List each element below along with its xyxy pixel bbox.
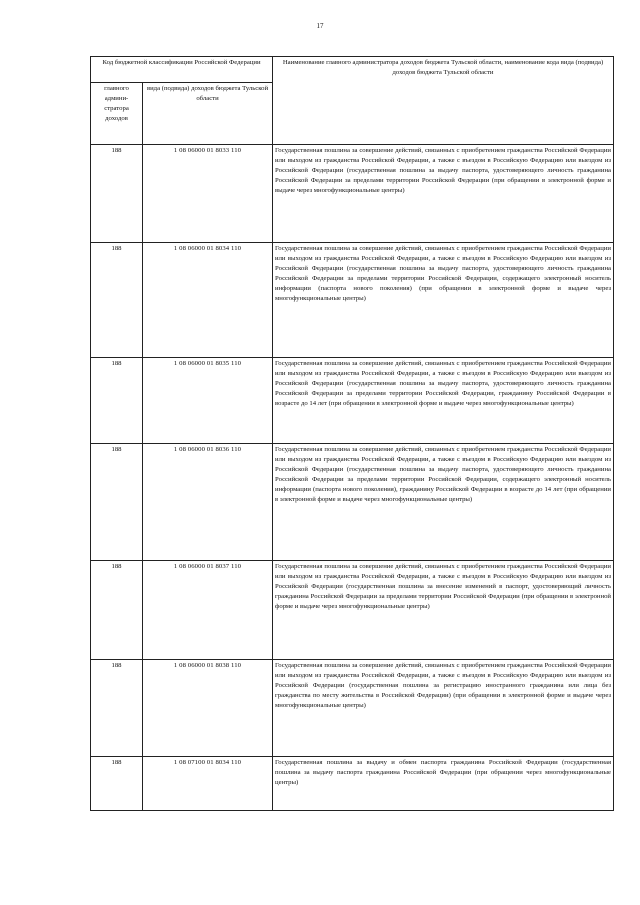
income-name-cell: Государственная пошлина за выдачу и обмен паспорта гражданина Российской Федерации (государственная пошлина за выдачу паспорта гражданина Российской Федерации (при обращении через многофункциональные центры) bbox=[273, 757, 614, 811]
header-code-group: Код бюджетной классификации Российской Федерации bbox=[91, 57, 273, 83]
admin-code-cell: 188 bbox=[91, 243, 143, 358]
income-name-cell: Государственная пошлина за совершение действий, связанных с приобретением гражданства Российской Федерации или выходом из гражданства Российской Федерации, а также с въездом в Российскую Федерацию или выездом из Российской Федерации (государственная пошлина за внесение изменений в паспорт, удостоверяющий личность гражданина Российской Федерации за пределами территории Российской Федерации (при обращении в электронной форме и выдаче через многофункциональные центры) bbox=[273, 561, 614, 660]
page-number: 17 bbox=[316, 22, 324, 30]
budget-code-cell: 1 08 06000 01 8035 110 bbox=[143, 358, 273, 444]
admin-code-cell: 188 bbox=[91, 358, 143, 444]
table-row bbox=[91, 358, 614, 444]
income-name-cell: Государственная пошлина за совершение действий, связанных с приобретением гражданства Российской Федерации или выходом из гражданства Российской Федерации, а также с въездом в Российскую Федерацию или выездом из Российской Федерации (государственная пошлина за выдачу паспорта, удостоверяющего личность гражданина Российской Федерации за пределами территории Российской Федерации (при обращении в электронной форме и выдаче через многофункциональные центры) bbox=[273, 145, 614, 243]
income-name-cell: Государственная пошлина за совершение действий, связанных с приобретением гражданства Российской Федерации или выходом из гражданства Российской Федерации, а также с въездом в Российскую Федерацию или выездом из Российской Федерации (государственная пошлина за выдачу паспорта, удостоверяющего личность гражданина Российской Федерации за пределами территории Российской Федерации, содержащего электронный носитель информации (паспорта нового поколения) (при обращении в электронной форме и выдаче через многофункциональные центры) bbox=[273, 243, 614, 358]
admin-code-cell: 188 bbox=[91, 561, 143, 660]
table-row bbox=[91, 561, 614, 660]
budget-code-cell: 1 08 06000 01 8034 110 bbox=[143, 243, 273, 358]
admin-code-cell: 188 bbox=[91, 757, 143, 811]
table-row bbox=[91, 145, 614, 243]
budget-classification-table bbox=[90, 56, 614, 811]
admin-code-cell: 188 bbox=[91, 660, 143, 757]
header-admin-subcolumn: главного админи-стратора доходов bbox=[91, 83, 143, 145]
table-row bbox=[91, 660, 614, 757]
table-row bbox=[91, 444, 614, 561]
budget-code-cell: 1 08 06000 01 8033 110 bbox=[143, 145, 273, 243]
income-name-cell: Государственная пошлина за совершение действий, связанных с приобретением гражданства Российской Федерации или выходом из гражданства Российской Федерации, а также с въездом в Российскую Федерацию или выездом из Российской Федерации (государственная пошлина за регистрацию иностранного гражданина или лица без гражданства по месту жительства в Российской Федерации) (при обращении в электронной форме и выдаче через многофункциональные центры) bbox=[273, 660, 614, 757]
income-name-cell: Государственная пошлина за совершение действий, связанных с приобретением гражданства Российской Федерации или выходом из гражданства Российской Федерации, а также с въездом в Российскую Федерацию или выездом из Российской Федерации (государственная пошлина за выдачу паспорта, удостоверяющего личность гражданина Российской Федерации за пределами территории Российской Федерации, содержащего электронный носитель информации (паспорта нового поколения), гражданину Российской Федерации в возрасте до 14 лет (при обращении в электронной форме и выдаче через многофункциональные центры) bbox=[273, 444, 614, 561]
income-name-cell: Государственная пошлина за совершение действий, связанных с приобретением гражданства Российской Федерации или выходом из гражданства Российской Федерации, а также с въездом в Российскую Федерацию или выездом из Российской Федерации (государственная пошлина за выдачу паспорта, удостоверяющего личность гражданина Российской Федерации за пределами территории Российской Федерации, гражданину Российской Федерации в возрасте до 14 лет (при обращении в электронной форме и выдаче через многофункциональные центры) bbox=[273, 358, 614, 444]
table-row bbox=[91, 757, 614, 811]
budget-code-cell: 1 08 06000 01 8037 110 bbox=[143, 561, 273, 660]
budget-code-cell: 1 08 06000 01 8038 110 bbox=[143, 660, 273, 757]
header-name-column: Наименование главного администратора доходов бюджета Тульской области, наименование кода вида (подвида) доходов бюджета Тульской области bbox=[273, 57, 614, 145]
admin-code-cell: 188 bbox=[91, 145, 143, 243]
budget-code-cell: 1 08 06000 01 8036 110 bbox=[143, 444, 273, 561]
admin-code-cell: 188 bbox=[91, 444, 143, 561]
header-row bbox=[91, 57, 614, 83]
budget-code-cell: 1 08 07100 01 8034 110 bbox=[143, 757, 273, 811]
table-row bbox=[91, 243, 614, 358]
header-kind-subcolumn: вида (подвида) доходов бюджета Тульской области bbox=[143, 83, 273, 145]
